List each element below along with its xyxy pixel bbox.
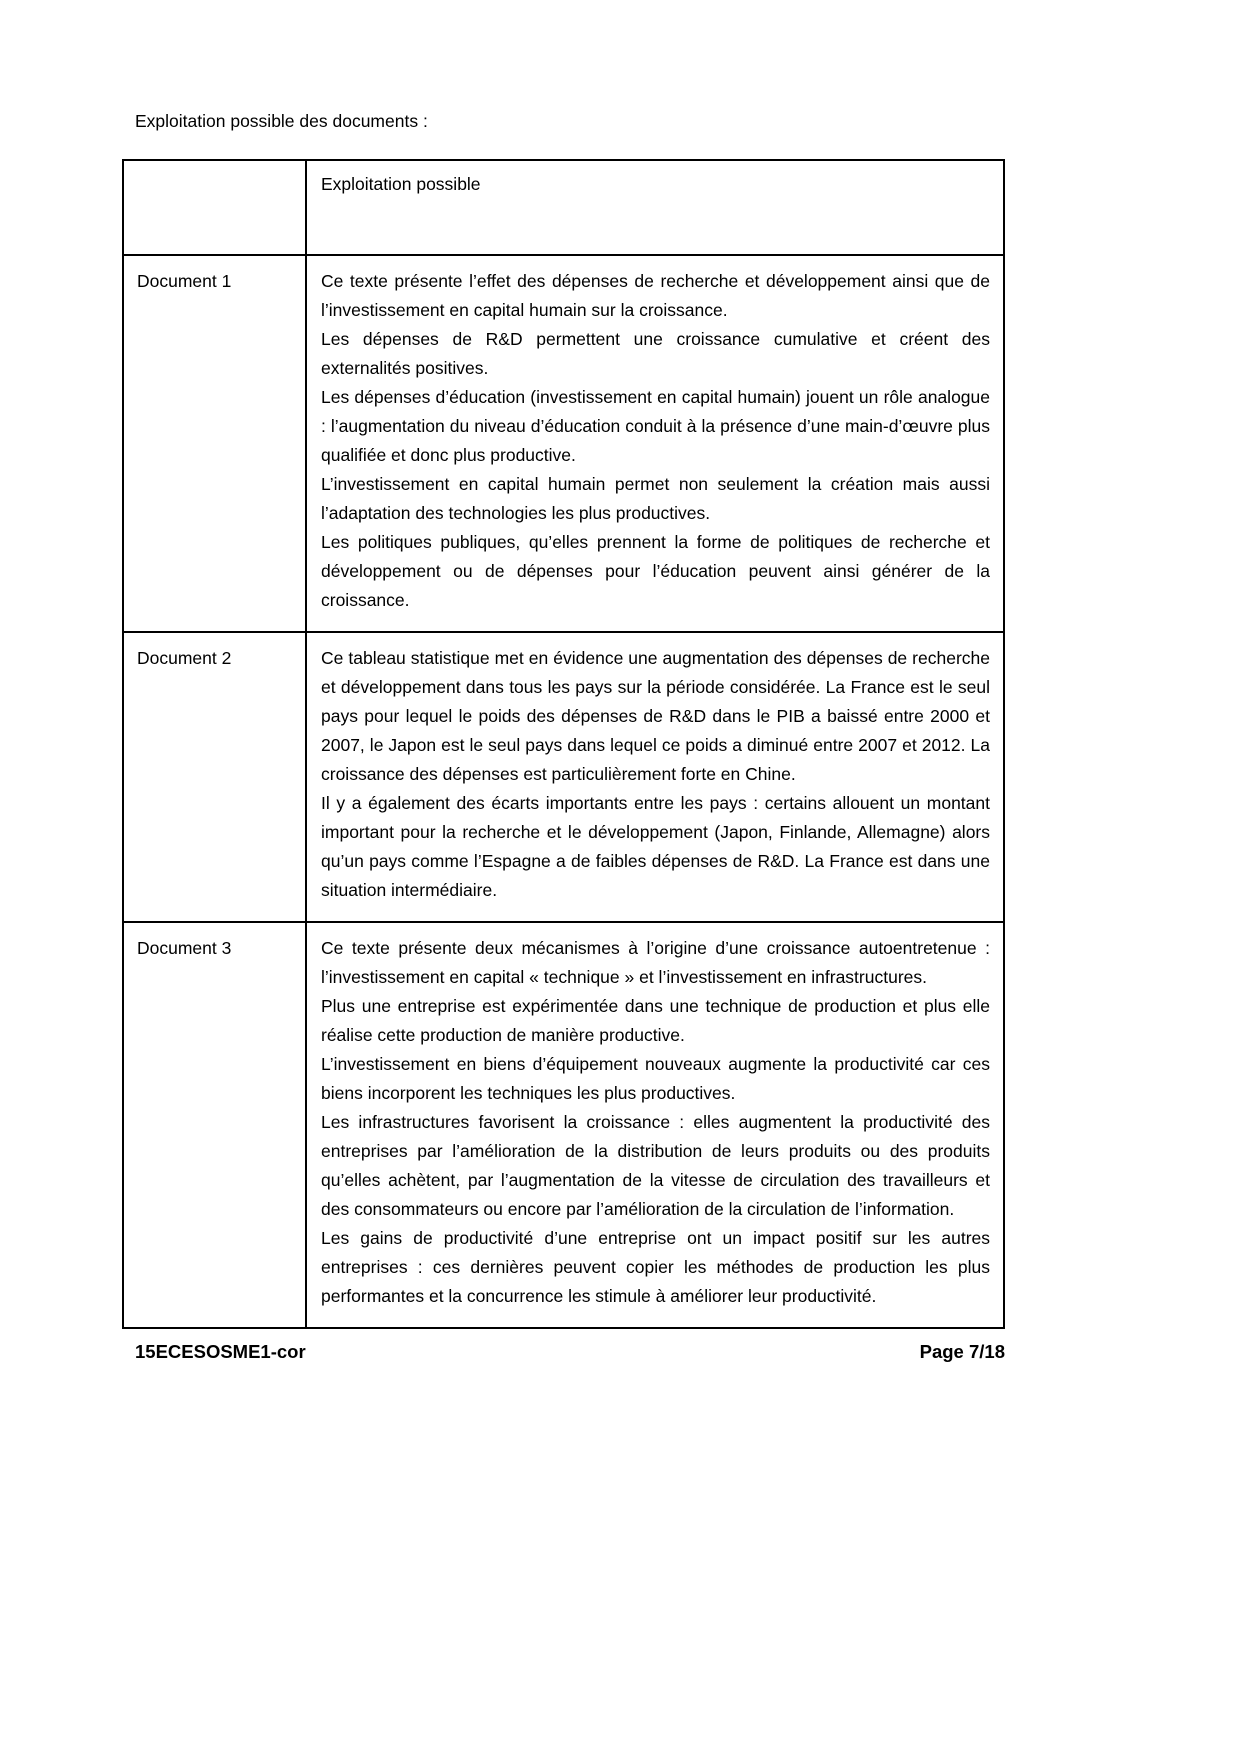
paragraph: Les dépenses d’éducation (investissement en capital humain) jouent un rôle analogue : l’augmentation du niveau d’éducation conduit à la présence d’une main-d’œuvre plus qualifiée et donc plus productive. — [321, 387, 990, 465]
paragraph: Il y a également des écarts importants entre les pays : certains allouent un montant important pour la recherche et le développement (Japon, Finlande, Allemagne) alors qu’un pays comme l’Espagne a de faibles dépenses de R&D. La France est dans une situation intermédiaire. — [321, 793, 990, 900]
paragraph: Ce texte présente deux mécanismes à l’origine d’une croissance autoentretenue : l’investissement en capital « technique » et l’investissement en infrastructures. — [321, 938, 990, 987]
paragraph: Plus une entreprise est expérimentée dans une technique de production et plus elle réalise cette production de manière productive. — [321, 996, 990, 1045]
header-empty-cell — [123, 160, 306, 255]
header-title-cell: Exploitation possible — [306, 160, 1004, 255]
page-content — [122, 110, 1005, 1363]
row-label-document-2: Document 2 — [123, 632, 306, 922]
row-label-document-3: Document 3 — [123, 922, 306, 1328]
exploitation-table — [122, 159, 1005, 1329]
paragraph: Ce tableau statistique met en évidence une augmentation des dépenses de recherche et développement dans tous les pays sur la période considérée. La France est le seul pays pour lequel le poids des dépenses de R&D dans le PIB a baissé entre 2000 et 2007, le Japon est le seul pays dans lequel ce poids a diminué entre 2007 et 2012. La croissance des dépenses est particulièrement forte en Chine. — [321, 648, 990, 784]
paragraph: L’investissement en capital humain permet non seulement la création mais aussi l’adaptation des technologies les plus productives. — [321, 474, 990, 523]
intro-text: Exploitation possible des documents : — [135, 111, 428, 131]
footer-doc-code: 15ECESOSME1-cor — [135, 1341, 306, 1362]
paragraph: Les politiques publiques, qu’elles prennent la forme de politiques de recherche et développement ou de dépenses pour l’éducation peuvent ainsi générer de la croissance. — [321, 532, 990, 610]
table-row-document-1 — [123, 255, 1004, 632]
table-row-document-3 — [123, 922, 1004, 1328]
row-content-document-1 — [306, 255, 1004, 632]
page-footer — [122, 1341, 1005, 1363]
table-row-document-2 — [123, 632, 1004, 922]
paragraph: Les dépenses de R&D permettent une croissance cumulative et créent des externalités positives. — [321, 329, 990, 378]
row-content-document-2 — [306, 632, 1004, 922]
paragraph: L’investissement en biens d’équipement nouveaux augmente la productivité car ces biens incorporent les techniques les plus productives. — [321, 1054, 990, 1103]
footer-page-number: Page 7/18 — [919, 1341, 1005, 1362]
paragraph: Les gains de productivité d’une entreprise ont un impact positif sur les autres entreprises : ces dernières peuvent copier les méthodes de production les plus performantes et la concurrence les stimule à améliorer leur productivité. — [321, 1228, 990, 1306]
row-content-document-3 — [306, 922, 1004, 1328]
row-label-document-1: Document 1 — [123, 255, 306, 632]
table-header-row — [123, 160, 1004, 255]
paragraph: Ce texte présente l’effet des dépenses de recherche et développement ainsi que de l’investissement en capital humain sur la croissance. — [321, 271, 990, 320]
paragraph: Les infrastructures favorisent la croissance : elles augmentent la productivité des entreprises par l’amélioration de la distribution de leurs produits ou des produits qu’elles achètent, par l’augmentation de la vitesse de circulation des travailleurs et des consommateurs ou encore par l’amélioration de la circulation de l’information. — [321, 1112, 990, 1219]
